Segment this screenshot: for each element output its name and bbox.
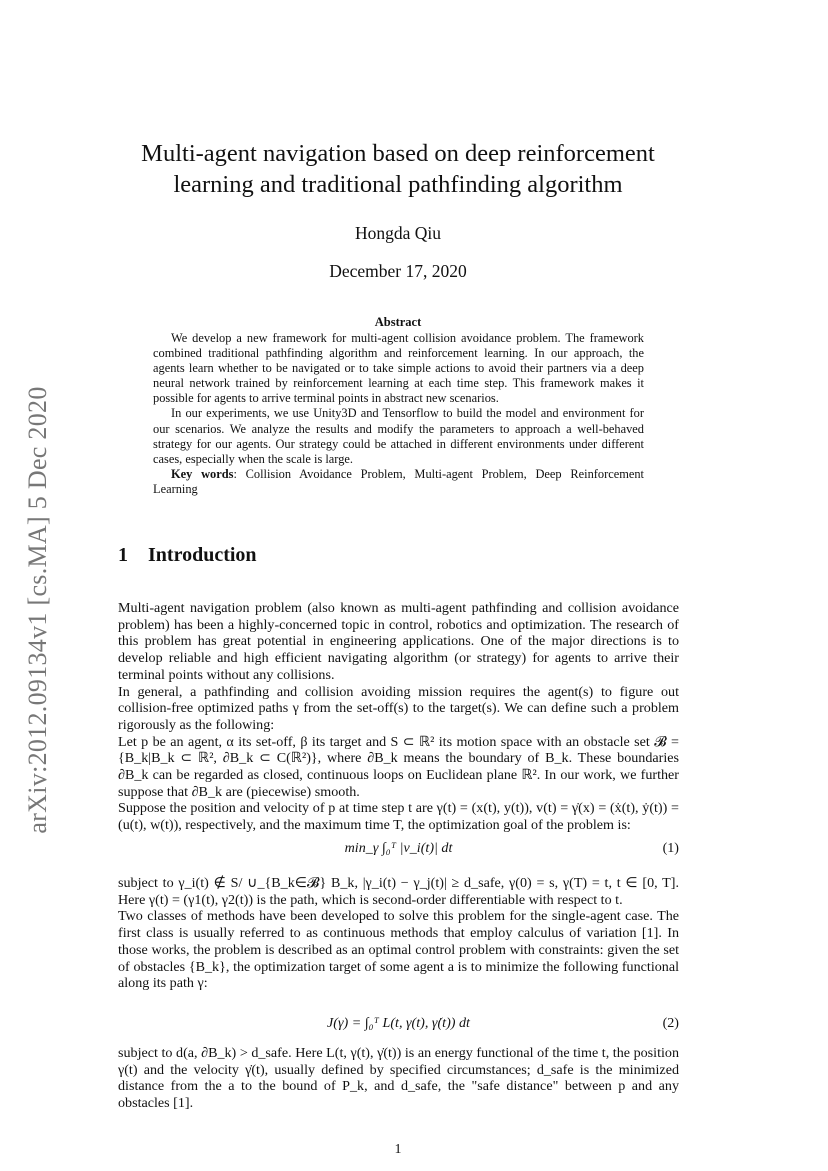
section-number: 1 [118,544,128,566]
intro-paragraph-1: Multi-agent navigation problem (also known as multi-agent pathfinding and collision avoidance problem) has been a highly-concerned topic in control, robotics and optimization. The research of this problem has great potential in engineering applications. One of the major directions is to develop reliable and high efficient navigating algorithm (or strategy) for agents to arrive their terminal points without any collisions. [118,600,679,683]
author-name: Hongda Qiu [354,223,442,243]
paper-date: December 17, 2020 [329,261,467,281]
intro-paragraph-2: In general, a pathfinding and collision avoiding mission requires the agent(s) to figure out collision-free optimized paths γ from the set-off(s) to the target(s). We can define such a problem rigorously as the following: [118,683,679,733]
equation-1 [118,840,679,870]
section-title: Introduction [148,544,257,566]
equation-2-number: (2) [662,1015,679,1031]
paper-title: Multi-agent navigation based on deep reinforcement learning and traditional pathfinding algorithm [141,140,655,199]
arxiv-identifier-stamp: arXiv:2012.09134v1 [cs.MA] 5 Dec 2020 [23,386,52,834]
equation-2 [118,1015,679,1045]
keywords-label: Key words [171,466,234,481]
equation-2-expression: J(γ) = ∫₀ᵀ L(t, γ(t), γ̇(t)) dt [327,1015,470,1031]
intro-block-1 [118,600,679,834]
intro-paragraph-6: Two classes of methods have been developed to solve this problem for the single-agent case. The first class is usually referred to as continuous methods that employ calculus of variation [1]. In those works, the problem is described as an optimal control problem with constraints: given the set of obstacles {B_k}, the optimization target of some agent a is to minimize the following functional along its path γ: [118,908,679,992]
abstract-paragraph-1: We develop a new framework for multi-agent collision avoidance problem. The framework combined traditional pathfinding algorithm and reinforcement learning. In our approach, the agents learn whether to be navigated or to take simple actions to avoid their partners via a deep neural network trained by reinforcement learning at each time step. This framework makes it possible for agents to arrive terminal points in abstract new scenarios. [153,331,644,406]
equation-1-number: (1) [662,840,679,856]
intro-paragraph-5: subject to γ_i(t) ∉ S/ ∪_{B_k∈𝓑} B_k, |γ_i(t) − γ_j(t)| ≥ d_safe, γ(0) = s, γ(T) = t, t ∈ [0, T]. Here γ(t) = (γ1(t), γ2(t)) is the path, which is second-order differentiable with respect to t. [118,875,679,908]
abstract-heading: Abstract [374,315,422,329]
abstract-paragraph-2: In our experiments, we use Unity3D and Tensorflow to build the model and environment for our scenarios. We analyze the results and modify the parameters to approach a well-behaved strategy for our agents. Our strategy could be attached in different environments under different cases, especially when the scale is large. [153,406,644,466]
abstract-body [153,331,644,497]
intro-paragraph-3: Let p be an agent, α its set-off, β its target and S ⊂ ℝ² its motion space with an obstacle set 𝓑 = {B_k|B_k ⊂ ℝ², ∂B_k ⊂ C(ℝ²)}, where ∂B_k means the boundary of B_k. These boundaries ∂B_k can be regarded as closed, continuous loops on Euclidean plane ℝ². In our work, we further suppose that ∂B_k are (piecewise) smooth. [118,733,679,800]
section-heading-introduction [118,544,257,567]
keywords-text: : Collision Avoidance Problem, Multi-agent Problem, Deep Reinforcement Learning [153,466,644,496]
page-number: 1 [394,1142,402,1157]
intro-paragraph-4: Suppose the position and velocity of p at time step t are γ(t) = (x(t), y(t)), v(t) = γ̇(x) = (ẋ(t), ẏ(t)) = (u(t), w(t)), respectively, and the maximum time T, the optimization goal of the problem is: [118,800,679,834]
keywords-line [153,467,644,497]
intro-block-2 [118,875,679,992]
equation-1-expression: min_γ ∫₀ᵀ |v_i(t)| dt [344,840,453,856]
intro-paragraph-7: subject to d(a, ∂B_k) > d_safe. Here L(t, γ(t), γ̇(t)) is an energy functional of the time t, the position γ(t) and the velocity γ̇(t), usually defined by specified circumstances; d_safe is the minimized distance from the a to the bound of P_k, and d_safe, the "safe distance" between p and any obstacles [1]. [118,1045,679,1112]
intro-block-3 [118,1045,679,1112]
